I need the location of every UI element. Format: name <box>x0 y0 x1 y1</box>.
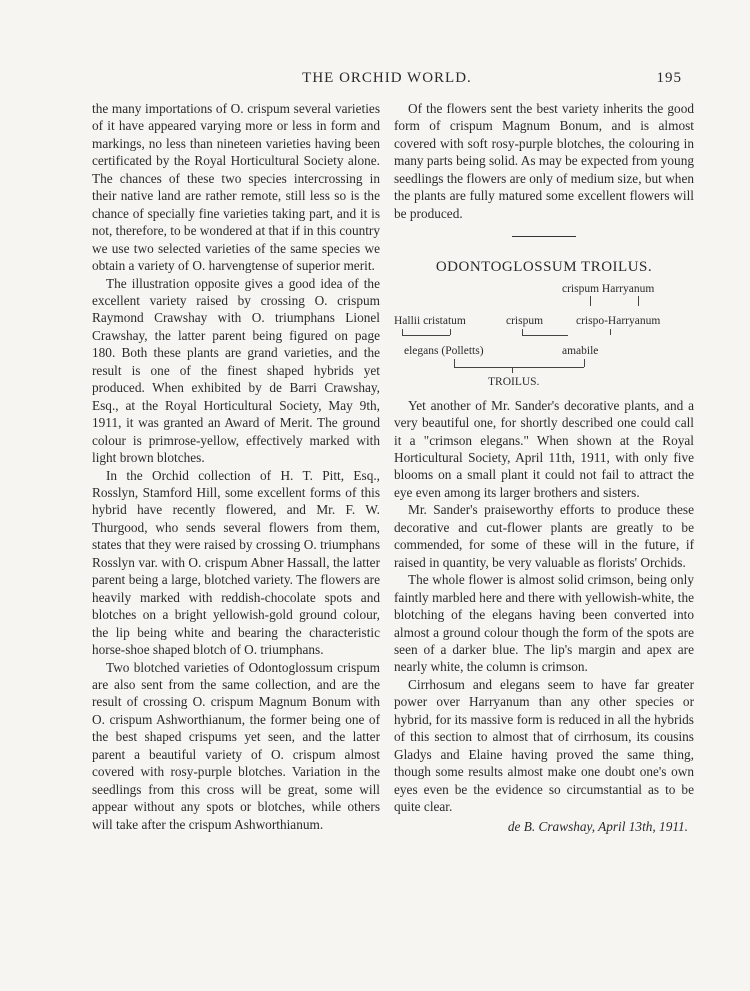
parent-crispum-harryanum: crispum Harryanum <box>562 282 655 295</box>
paragraph: Cirrhosum and elegans seem to have far greater power over Harryanum than any other species or hybrid, for its massive form is reduced in all the hybrids of this section to almost that of cirrhosum, its cousins Gladys and Elaine having proved the same thing, though some results almost make one doubt one's own eyes even be the evidence so circumstantial as to be quite clear. <box>394 676 694 815</box>
pedigree-line <box>584 359 585 367</box>
paragraph: Mr. Sander's praiseworthy efforts to produce these decorative and cut-flower plants are greatly to be commended, for some of these will in the future, if raised in quantity, be very valuable as florists' Orchids. <box>394 502 694 570</box>
parent-crispum: crispum <box>506 314 544 327</box>
hybrid-amabile: amabile <box>562 344 599 357</box>
pedigree-line <box>454 367 584 368</box>
pedigree-line <box>402 335 450 336</box>
page-number: 195 <box>656 70 682 86</box>
running-header <box>92 70 682 92</box>
section-heading: ODONTOGLOSSUM TROILUS. <box>435 259 653 276</box>
author-signature: de B. Crawshay, April 13th, 1911. <box>507 818 688 834</box>
parent-hallii-cristatum: Hallii cristatum <box>394 314 466 327</box>
pedigree-line <box>450 329 451 335</box>
pedigree-line <box>522 335 568 336</box>
pedigree-diagram <box>394 281 694 389</box>
hybrid-crispo-harryanum: crispo-Harryanum <box>576 314 661 327</box>
paragraph: Two blotched varieties of Odontoglossum crispum are also sent from the same collection, and are the result of crossing O. crispum Magnum Bonum with O. crispum Ashworthianum, the former being one of the best shaped crispums yet seen, and the latter parent a beautiful variety of O. crispum almost covered with rosy-purple blotches. Variation in the seedlings from this cross will be great, some will appear without any spots or blotches, while others will take after the crispum Ashworthianum. <box>92 659 380 832</box>
pedigree-line <box>454 359 455 367</box>
hybrid-elegans: elegans (Polletts) <box>404 344 484 357</box>
pedigree-line <box>610 329 611 335</box>
paragraph: the many importations of O. crispum several varieties of it have appeared varying more or less in form and markings, no less than nineteen varieties having been certificated by the Royal Horticultural Society alone. The chances of these two species intercrossing in their native land are rather remote, still less so is the chance of specially fine varieties taking part, and it is not, therefore, to be wondered at that if in this country we use two selected varieties of the same species we obtain a variety of O. harvengtense of superior merit. <box>92 101 381 274</box>
hybrid-troilus: TROILUS. <box>488 375 540 388</box>
paragraph: Of the flowers sent the best variety inherits the good form of crispum Magnum Bonum, and is almost covered with soft rosy-purple blotches, the colouring in many parts being solid. As may be expected from young seedlings the flowers are only of medium size, but when the plants are fully matured some excellent flowers will be produced. <box>394 101 694 221</box>
paragraph: The whole flower is almost solid crimson, being only faintly marbled here and there with yellowish-white, the blotching of the elegans having been converted into almost a ground colour though the form of the spots are seen of a darker blue. The lip's margin and apex are nearly white, the column is crimson. <box>394 572 694 675</box>
section-divider <box>512 236 576 237</box>
paragraph: Yet another of Mr. Sander's decorative plants, and a very beautiful one, for shortly described one could call it a "crimson elegans." When shown at the Royal Horticultural Society, April 11th, 1911, with only five blooms on a small plant it could not fail to attract the eye even among its larger brothers and sisters. <box>394 397 694 500</box>
pedigree-line <box>590 296 591 306</box>
paragraph: The illustration opposite gives a good idea of the excellent variety raised by crossing O. crispum Raymond Crawshay with O. triumphans Lionel Crawshay, the latter parent being figured on page 180. Both these plants are grand varieties, and the result is one of the finest shaped hybrids yet produced. When exhibited by de Barri Crawshay, Esq., at the Royal Horticultural Society, May 9th, 1911, it was granted an Award of Merit. The ground colour is primrose-yellow, effectively marked with light brown blotches. <box>92 275 380 466</box>
paragraph: In the Orchid collection of H. T. Pitt, Esq., Rosslyn, Stamford Hill, some excellent forms of this hybrid have recently flowered, and Mr. F. W. Thurgood, who sends several flowers from them, states that they were raised by crossing O. triumphans Rosslyn var. with O. crispum Abner Hassall, the latter parent being a large, blotched variety. The flowers are heavily marked with reddish-chocolate spots and blotches on a bright yellowish-gold ground colour, the lip being white and bearing the characteristic horse-shoe shaped blotch of O. triumphans. <box>92 467 380 658</box>
journal-title: THE ORCHID WORLD. <box>302 70 472 86</box>
pedigree-line <box>638 296 639 306</box>
right-column <box>394 100 694 835</box>
left-column <box>92 100 380 833</box>
pedigree-line <box>512 367 513 373</box>
